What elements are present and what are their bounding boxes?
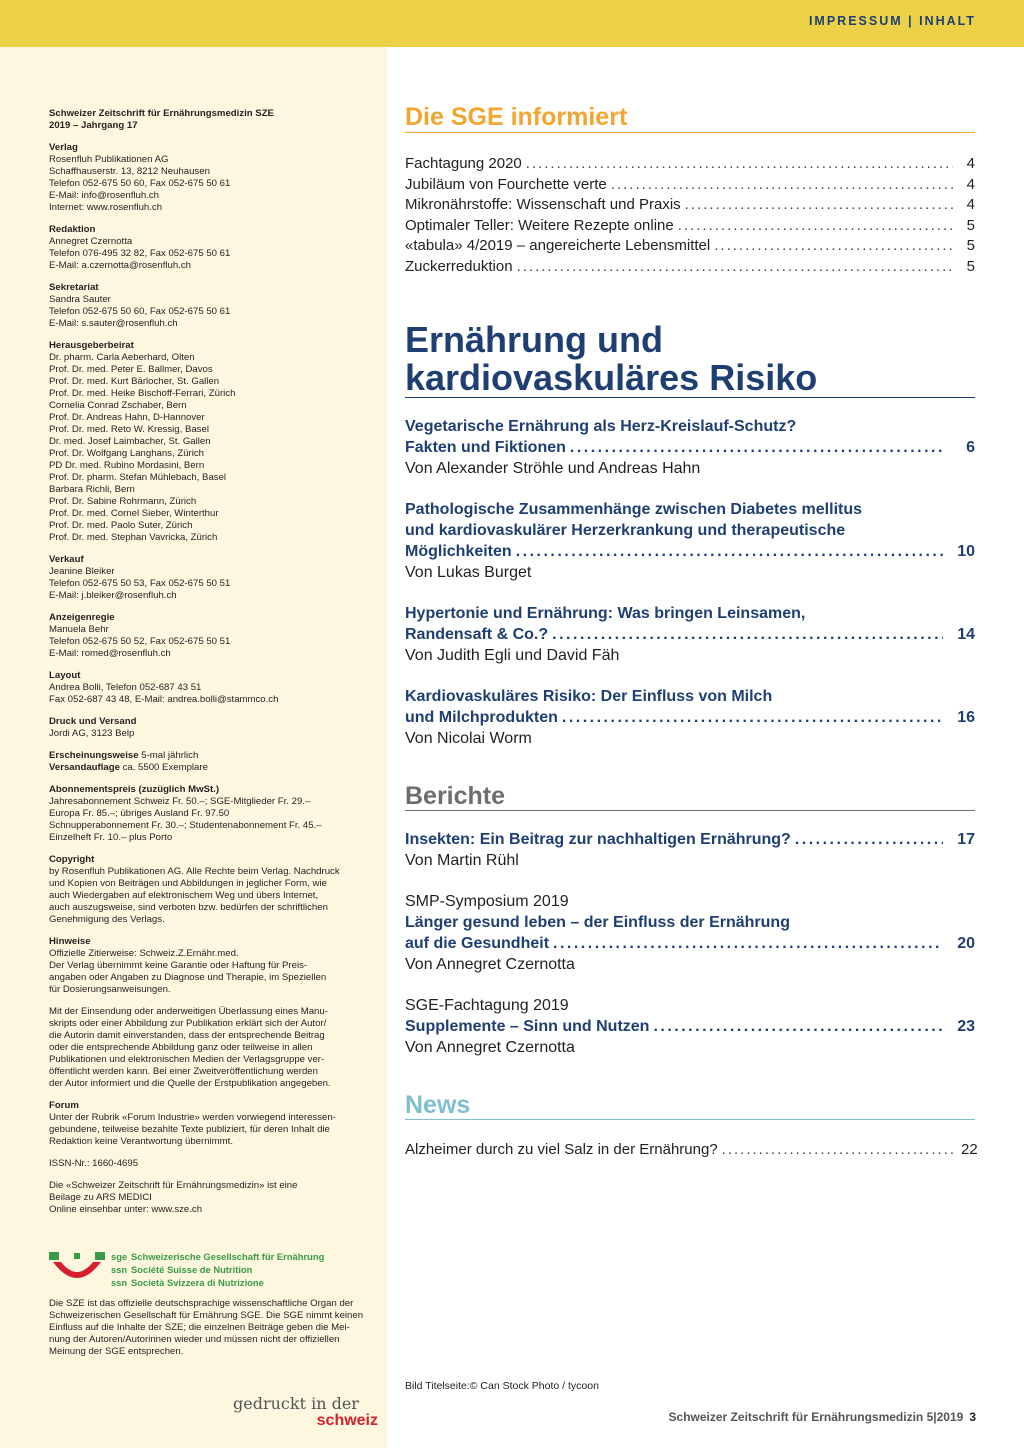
impressum-block-title: Sekretariat [49,282,99,293]
toc-leader [722,1140,953,1161]
impressum-block-title: Herausgeberbeirat [49,340,134,351]
article-title-last [405,624,975,645]
sge-logo-name: Società Svizzera di Nutrizione [131,1277,264,1288]
impressum-block [49,224,377,272]
impressum-line: E-Mail: info@rosenfluh.ch [49,190,159,201]
impressum-line: Schaffhauserstr. 13, 8212 Neuhausen [49,166,210,177]
toc-entry [405,195,975,216]
impressum-block [49,554,377,602]
beilage-line: Beilage zu ARS MEDICI [49,1192,152,1203]
toc-entry [405,175,975,196]
sge-logo-text [111,1250,324,1289]
focus-title-line: kardiovaskuläres Risiko [405,357,818,398]
abo-line: Jahresabonnement Schweiz Fr. 50.–; SGE-Mitglieder Fr. 29.– [49,796,311,807]
impressum-line: Jordi AG, 3123 Belp [49,728,135,739]
masthead-line: 2019 – Jahrgang 17 [49,120,138,131]
article-entry [405,686,975,749]
article-author: Von Judith Egli und David Fäh [405,647,620,664]
toc-title: Optimaler Teller: Weitere Rezepte online [405,216,674,234]
article-author: Von Annegret Czernotta [405,1039,575,1056]
issn: ISSN-Nr.: 1660-4695 [49,1158,139,1169]
top-bar [0,0,1024,47]
article-title-line: Fakten und Fiktionen [405,439,566,456]
sge-logo-line [111,1250,324,1263]
article-entry [405,416,975,479]
hinweise-line: angaben oder Angaben zu Diagnose und Therapie, im Speziellen [49,972,327,983]
impressum [49,108,377,1226]
article-page: 14 [957,626,975,643]
printed-logo-line1: gedruckt in der [233,1394,359,1413]
article-entry [405,995,975,1058]
masthead [49,108,377,132]
article-author: Von Martin Rühl [405,852,519,869]
article-title-line: Randensaft & Co.? [405,626,549,643]
article-title-line: und kardiovaskulärer Herzerkrankung und therapeutische [405,522,846,539]
article-title-last [405,933,975,954]
impressum-block-title: Layout [49,670,81,681]
toc-leader [685,195,953,216]
toc-page: 5 [966,216,975,234]
erscheinung-label: Erscheinungsweise [49,750,139,761]
impressum-line: E-Mail: s.sauter@rosenfluh.ch [49,318,178,329]
impressum-line: Prof. Dr. med. Peter E. Ballmer, Davos [49,364,213,375]
article-kicker: SGE-Fachtagung 2019 [405,997,569,1014]
toc-page: 4 [966,155,975,172]
article-title-line: Vegetarische Ernährung als Herz-Kreislauf-Schutz? [405,418,797,435]
sge-logo [49,1250,379,1290]
impressum-block [49,340,377,544]
focus-articles [405,416,975,769]
article-author: Von Annegret Czernotta [405,956,575,973]
abo-line: Schnupperabonnement Fr. 30.–; Studentenabonnement Fr. 45.– [49,820,322,831]
news-toc [405,1140,978,1161]
focus-title [405,321,975,397]
disclaimer-line: Schweizerischen Gesellschaft für Ernährung SGE. Die SGE nimmt keinen [49,1310,364,1321]
impressum-line: Prof. Dr. med. Stephan Vavricka, Zürich [49,532,218,543]
article-title-last [405,707,975,728]
section-rule [405,1119,975,1120]
beilage-line: Online einsehbar unter: www.sze.ch [49,1204,203,1215]
sge-logo-line [111,1263,324,1276]
toc-entry [405,216,975,237]
article-entry [405,499,975,583]
einsendung-line: skripts oder einer Abbildung zur Publikation erklärt sich der Autor/ [49,1018,327,1029]
printed-in-switzerland-logo [233,1395,378,1429]
hinweise-line: Der Verlag übernimmt keine Garantie oder Haftung für Preis- [49,960,308,971]
article-title-last [405,541,975,562]
einsendung-line: die Autorin damit einverstanden, dass der entsprechende Beitrag [49,1030,325,1041]
article-entry [405,891,975,975]
impressum-line: Prof. Dr. med. Kurt Bärlocher, St. Gallen [49,376,220,387]
impressum-line: Andrea Bolli, Telefon 052-687 43 51 [49,682,202,693]
toc-title: Fachtagung 2020 [405,155,522,172]
article-author: Von Lukas Burget [405,564,532,581]
impressum-line: Telefon 076-495 32 82, Fax 052-675 50 61 [49,248,231,259]
impressum-block [49,282,377,330]
focus-title-line: Ernährung und [405,319,663,360]
article-title-last [405,1016,975,1037]
hinweise-line: Offizielle Zitierweise: Schweiz.Z.Ernähr.med. [49,948,239,959]
toc-leader [516,541,943,562]
copyright-title: Copyright [49,854,95,865]
article-title-line: auf die Gesundheit [405,935,550,952]
impressum-line: Prof. Dr. med. Heike Bischoff-Ferrari, Zürich [49,388,236,399]
impressum-line: PD Dr. med. Rubino Mordasini, Bern [49,460,205,471]
impressum-line: E-Mail: j.bleiker@rosenfluh.ch [49,590,177,601]
article-title-line: Möglichkeiten [405,543,512,560]
impressum-line: Prof. Dr. med. Reto W. Kressig, Basel [49,424,209,435]
article-page: 23 [957,1018,975,1035]
copyright-block [49,854,377,926]
article-title-line: Hypertonie und Ernährung: Was bringen Leinsamen, [405,605,806,622]
toc-page: 4 [966,196,975,214]
article-page: 16 [957,709,975,726]
impressum-line: Prof. Dr. med. Paolo Suter, Zürich [49,520,193,531]
section-title-berichte: Berichte [405,782,506,810]
impressum-line: Sandra Sauter [49,294,111,305]
toc-leader [678,216,953,237]
toc-leader [795,829,943,850]
article-title-last [405,437,975,458]
hinweise-block [49,936,377,996]
page-footer [669,1410,976,1424]
toc-leader [517,257,953,278]
abo-title: Abonnementspreis (zuzüglich MwSt.) [49,784,220,795]
abo-line: Europa Fr. 85.–; übriges Ausland Fr. 97.50 [49,808,230,819]
article-author: Von Nicolai Worm [405,730,532,747]
sge-logo-line [111,1276,324,1289]
copyright-line: auch auszugsweise, sind verboten bzw. bedürfen der schriftlichen [49,902,328,913]
article-page: 10 [957,543,975,560]
section-rule [405,810,975,811]
sge-logo-abbr: ssn [111,1277,128,1288]
impressum-line: Telefon 052-675 50 53, Fax 052-675 50 51 [49,578,231,589]
article-title-line: Pathologische Zusammenhänge zwischen Diabetes mellitus [405,501,863,518]
einsendung-block [49,1006,377,1090]
toc-leader [570,437,943,458]
article-title-line: Insekten: Ein Beitrag zur nachhaltigen Ernährung? [405,831,791,848]
toc-entry [405,236,975,257]
toc-leader [714,236,953,257]
article-title-line: Supplemente – Sinn und Nutzen [405,1018,650,1035]
toc-title: Mikronährstoffe: Wissenschaft und Praxis [405,196,681,214]
focus-rule [405,397,975,398]
toc-title: Alzheimer durch zu viel Salz in der Ernährung? [405,1141,718,1158]
erscheinung-block [49,750,377,774]
toc-title: «tabula» 4/2019 – angereicherte Lebensmittel [405,237,711,255]
toc-page: 5 [966,237,975,255]
impressum-block [49,612,377,660]
section-title-news: News [405,1091,471,1119]
article-author: Von Alexander Ströhle und Andreas Hahn [405,460,701,477]
article-page: 6 [966,439,975,456]
impressum-block-title: Druck und Versand [49,716,137,727]
disclaimer-line: Einfluss auf die Inhalte der SZE; die einzelnen Beiträge geben die Mei- [49,1322,350,1333]
impressum-line: Telefon 052-675 50 60, Fax 052-675 50 61 [49,178,231,189]
copyright-line: Genehmigung des Verlags. [49,914,165,925]
impressum-blocks [49,142,377,740]
impressum-block-title: Verlag [49,142,78,153]
impressum-block [49,142,377,214]
impressum-line: Internet: www.rosenfluh.ch [49,202,163,213]
section-title-sge: Die SGE informiert [405,103,628,131]
forum-line: Redaktion keine Verantwortung übernimmt. [49,1136,233,1147]
issn-block [49,1158,377,1170]
impressum-line: Prof. Dr. Andreas Hahn, D-Hannover [49,412,205,423]
impressum-line: E-Mail: romed@rosenfluh.ch [49,648,171,659]
article-page: 20 [957,935,975,952]
toc-page: 22 [961,1141,978,1158]
sge-logo-icon [49,1250,105,1282]
toc-entry [405,154,975,175]
forum-line: gebundene, teilweise bezahlte Texte publiziert, für deren Inhalt die [49,1124,330,1135]
impressum-line: Annegret Czernotta [49,236,133,247]
toc-leader [611,175,953,196]
auflage-value: ca. 5500 Exemplare [119,762,208,773]
impressum-line: Telefon 052-675 50 60, Fax 052-675 50 61 [49,306,231,317]
abo-block [49,784,377,844]
cover-image-credit: Bild Titelseite:© Can Stock Photo / tycoon [405,1380,599,1392]
einsendung-line: Publikationen und elektronischen Medien der Verlagsgruppe ver- [49,1054,325,1065]
disclaimer-line: Meinung der SGE entsprechen. [49,1346,184,1357]
toc-leader [562,707,943,728]
article-title-line: Kardiovaskuläres Risiko: Der Einfluss von Milch [405,688,773,705]
impressum-line: Prof. Dr. Wolfgang Langhans, Zürich [49,448,205,459]
impressum-line: Fax 052-687 43 48, E-Mail: andrea.bolli@stammco.ch [49,694,279,705]
section-rule [405,132,975,133]
impressum-line: Prof. Dr. med. Cornel Sieber, Winterthur [49,508,219,519]
toc-entry [405,1140,978,1161]
footer-journal: Schweizer Zeitschrift für Ernährungsmedizin 5|2019 [668,1410,964,1424]
forum-title: Forum [49,1100,79,1111]
impressum-line: Rosenfluh Publikationen AG [49,154,169,165]
abo-line: Einzelheft Fr. 10.– plus Porto [49,832,173,843]
article-entry [405,829,975,871]
copyright-line: und Kopien von Beiträgen und Abbildungen in jeglicher Form, wie [49,878,327,889]
impressum-line: Telefon 052-675 50 52, Fax 052-675 50 51 [49,636,231,647]
article-title-last [405,829,975,850]
sge-logo-abbr: ssn [111,1264,128,1275]
toc-page: 4 [966,175,975,193]
impressum-line: Dr. pharm. Carla Aeberhard, Olten [49,352,195,363]
impressum-line: Dr. med. Josef Laimbacher, St. Gallen [49,436,211,447]
article-title-line: und Milchprodukten [405,709,558,726]
printed-logo-line2: schweiz [316,1412,378,1429]
hinweise-line: für Dosierungsanweisungen. [49,984,171,995]
impressum-block-title: Redaktion [49,224,96,235]
disclaimer-line: Die SZE ist das offizielle deutschsprachige wissenschaftliche Organ der [49,1298,354,1309]
sge-logo-name: Schweizerische Gesellschaft für Ernährung [131,1251,325,1262]
toc-entry [405,257,975,278]
einsendung-line: oder die entsprechende Abbildung ganz oder teilweise in allen [49,1042,313,1053]
copyright-line: auch Wiedergaben auf elektronischem Weg und übers Internet, [49,890,319,901]
berichte-articles [405,829,975,1078]
toc-leader [552,624,943,645]
beilage-line: Die «Schweizer Zeitschrift für Ernährungsmedizin» ist eine [49,1180,298,1191]
einsendung-line: der Autor informiert und die Quelle der Erstpublikation angegeben. [49,1078,331,1089]
article-page: 17 [957,831,975,848]
forum-line: Unter der Rubrik «Forum Industrie» werden vorwiegend interessen- [49,1112,336,1123]
sge-logo-abbr: sge [111,1251,128,1262]
sge-toc [405,154,975,278]
disclaimer-line: nung der Autoren/Autorinnen wieder und müssen nicht der offiziellen [49,1334,340,1345]
einsendung-line: öffentlicht werden kann. Bei einer Zweitveröffentlichung werden [49,1066,318,1077]
beilage-block [49,1180,377,1216]
page-number: 3 [969,1410,976,1424]
article-entry [405,603,975,666]
article-kicker: SMP-Symposium 2019 [405,893,569,910]
hinweise-title: Hinweise [49,936,91,947]
copyright-line: by Rosenfluh Publikationen AG. Alle Rechte beim Verlag. Nachdruck [49,866,340,877]
sge-logo-name: Société Suisse de Nutrition [131,1264,253,1275]
toc-page: 5 [966,257,975,275]
impressum-line: Manuela Behr [49,624,109,635]
section-label: IMPRESSUM | INHALT [808,14,976,28]
impressum-block-title: Verkauf [49,554,84,565]
forum-block [49,1100,377,1148]
impressum-line: Barbara Richli, Bern [49,484,135,495]
impressum-line: Jeanine Bleiker [49,566,115,577]
einsendung-line: Mit der Einsendung oder anderweitigen Überlassung eines Manu- [49,1006,328,1017]
erscheinung-value: 5-mal jährlich [138,750,199,761]
impressum-line: Prof. Dr. Sabine Rohrmann, Zürich [49,496,197,507]
auflage-label: Versandauflage [49,762,120,773]
toc-leader [526,154,953,175]
toc-title: Zuckerreduktion [405,257,513,275]
toc-title: Jubiläum von Fourchette verte [405,175,607,193]
masthead-line: Schweizer Zeitschrift für Ernährungsmedizin SZE [49,108,274,119]
sge-disclaimer [49,1298,377,1358]
impressum-block-title: Anzeigenregie [49,612,115,623]
impressum-block [49,670,377,706]
impressum-line: Prof. Dr. pharm. Stefan Mühlebach, Basel [49,472,227,483]
impressum-line: E-Mail: a.czernotta@rosenfluh.ch [49,260,191,271]
impressum-line: Cornelia Conrad Zschaber, Bern [49,400,187,411]
toc-leader [653,1016,943,1037]
toc-leader [553,933,943,954]
impressum-block [49,716,377,740]
article-title-line: Länger gesund leben – der Einfluss der Ernährung [405,914,790,931]
